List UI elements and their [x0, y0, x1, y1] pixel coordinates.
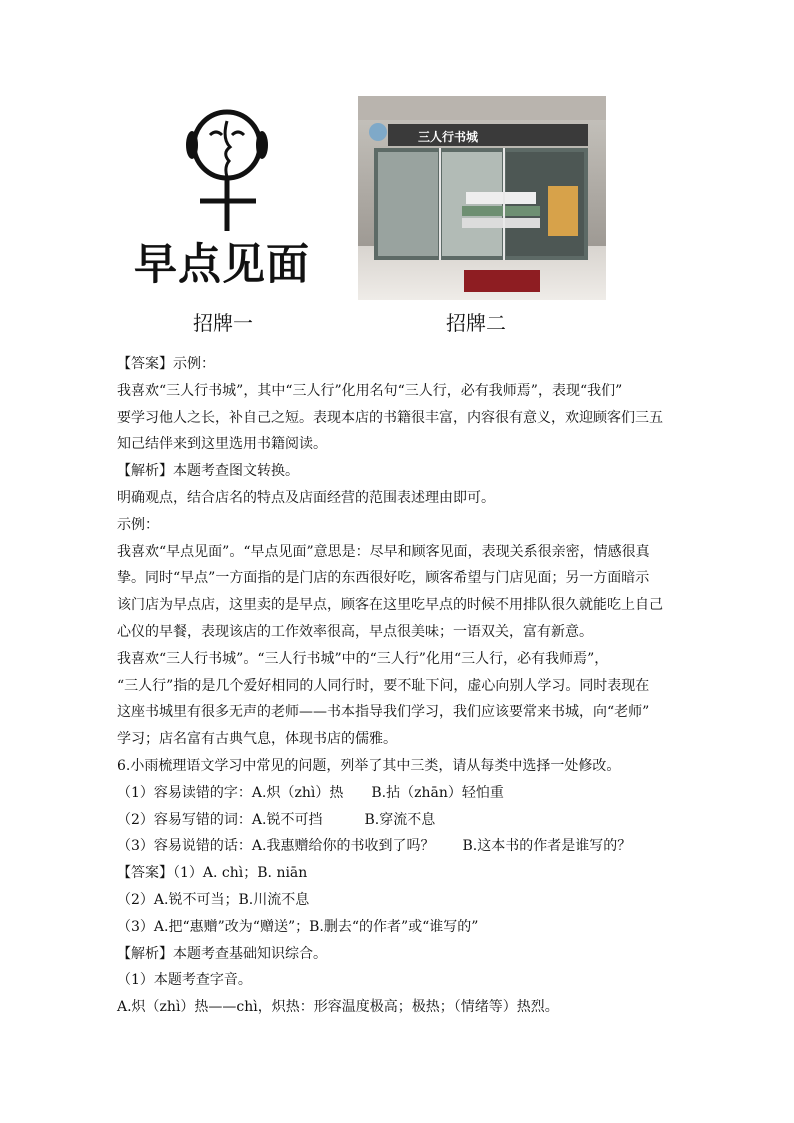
sign-two-photo — [358, 96, 606, 300]
text-line: 该门店为早点店，这里卖的是早点，顾客在这里吃早点的时候不用排队很久就能吃上自己 — [117, 597, 663, 614]
analysis-line: A.炽（zhì）热——chì，炽热：形容温度极高；极热；（情绪等）热烈。 — [117, 999, 559, 1016]
text-line: 示例： — [117, 516, 159, 533]
answer-text-block — [117, 351, 682, 1021]
text-line: 我喜欢“早点见面”。“早点见面”意思是：尽早和顾客见面，表现关系很亲密，情感很真 — [117, 543, 650, 560]
text-line: 明确观点，结合店名的特点及店面经营的范围表述理由即可。 — [117, 489, 495, 506]
analysis-line: （1）本题考查字音。 — [117, 972, 252, 989]
text-line: 挚。同时“早点”一方面指的是门店的东西很好吃，顾客希望与门店见面；另一方面暗示 — [117, 570, 650, 587]
text-line: 知己结伴来到这里选用书籍阅读。 — [117, 436, 327, 453]
text-line: 【解析】本题考查图文转换。 — [117, 463, 299, 480]
store-sign-text: 三人行书城 — [418, 130, 479, 144]
question-line: 6.小雨梳理语文学习中常见的问题，列举了其中三类，请从每类中选择一处修改。 — [117, 757, 621, 774]
question-option-line: （1）容易读错的字：A.炽（zhì）热 B.拈（zhān）轻怕重 — [117, 784, 504, 801]
text-line: 我喜欢“三人行书城”。“三人行书城”中的“三人行”化用“三人行，必有我师焉”， — [117, 650, 609, 667]
answer-line: 【答案】（1）A. chì；B. niān — [117, 865, 308, 882]
answer-line: （2）A.锐不可当；B.川流不息 — [117, 891, 310, 908]
answer-line: （3）A.把“惠赠”改为“赠送”；B.删去“的作者”或“谁写的” — [117, 918, 479, 935]
text-line: 【答案】示例： — [117, 356, 215, 372]
text-line: 我喜欢“三人行书城”，其中“三人行”化用名句“三人行，必有我师焉”，表现“我们” — [117, 382, 623, 399]
text-line: “三人行”指的是几个爱好相同的人同行时，要不耻下问，虚心向别人学习。同时表现在 — [117, 677, 650, 694]
caption-sign-two: 招牌二 — [446, 311, 506, 335]
logo-text: 早点见面 — [134, 240, 310, 290]
sign-one-logo — [130, 103, 320, 303]
text-line: 心仪的早餐，表现该店的工作效率很高，早点很美味；一语双关，富有新意。 — [117, 623, 593, 640]
storefront-image — [358, 96, 606, 300]
text-line: 这座书城里有很多无声的老师——书本指导我们学习，我们应该要常来书城，向“老师” — [117, 704, 650, 721]
text-line: 学习；店名富有古典气息，体现书店的儒雅。 — [117, 731, 397, 748]
question-option-line: （2）容易写错的词：A.锐不可挡 B.穿流不息 — [117, 811, 436, 828]
text-line: 要学习他人之长，补自己之短。表现本店的书籍很丰富，内容很有意义，欢迎顾客们三五 — [117, 409, 663, 426]
caption-sign-one: 招牌一 — [193, 311, 253, 335]
analysis-line: 【解析】本题考查基础知识综合。 — [117, 945, 327, 962]
question-option-line: （3）容易说错的话：A.我惠赠给你的书收到了吗？ B.这本书的作者是谁写的？ — [117, 838, 632, 855]
